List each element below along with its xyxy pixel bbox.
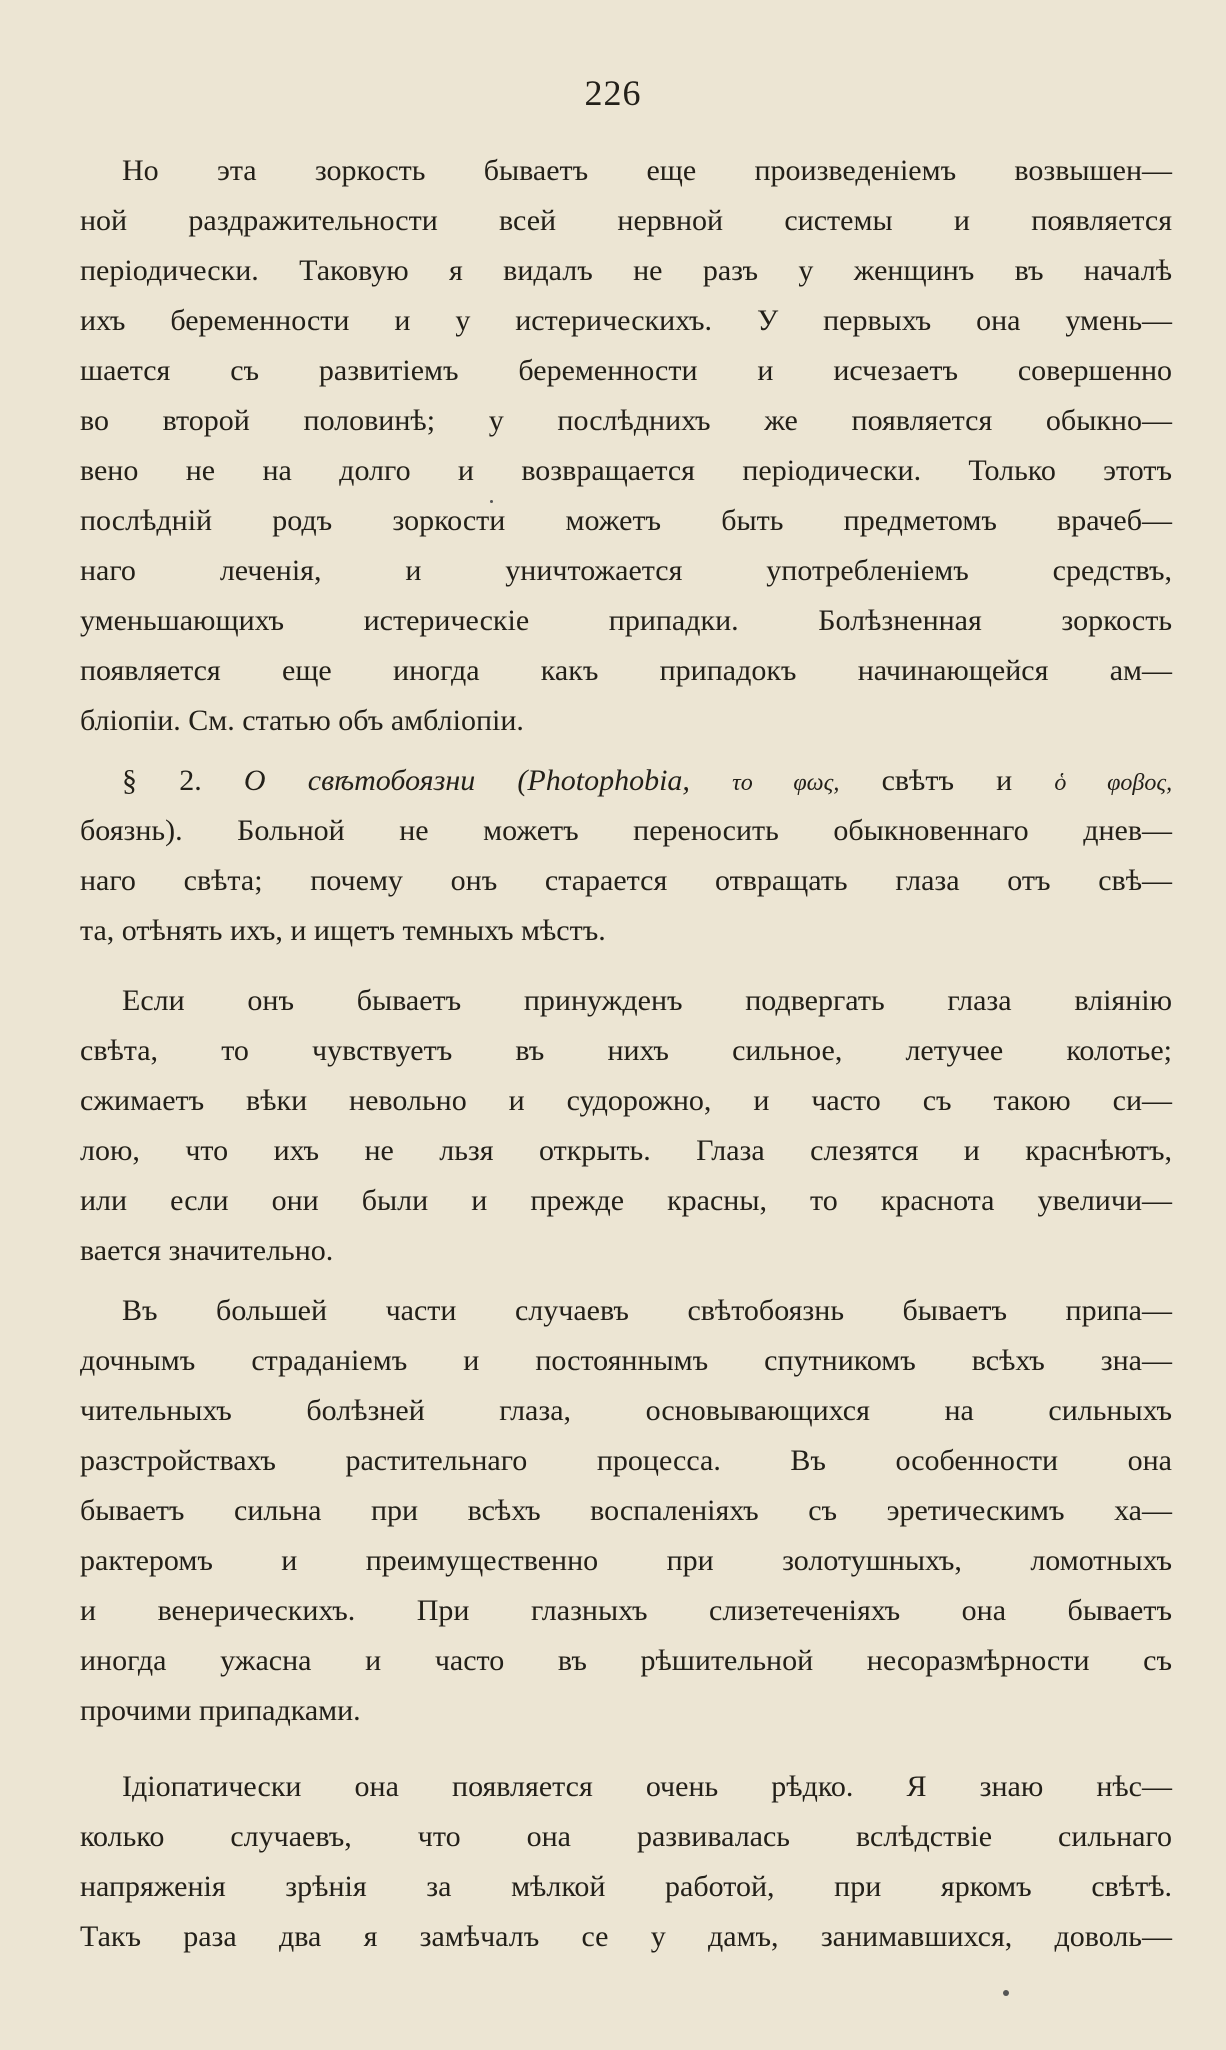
text-line [80,806,1172,856]
paragraph-5 [80,1762,1172,1962]
text-line: сжимаетъ вѣки невольно и судорожно, и часто съ такою си— [80,1084,1172,1117]
text-line: лою, что ихъ не льзя открыть. Глаза слезятся и краснѣютъ, [80,1134,1172,1167]
paragraph-3 [80,976,1172,1276]
text-line: Но эта зоркость бываетъ еще произведеніемъ возвышен— [122,154,1172,187]
text-line: наго свѣта; почему онъ старается отвращать глаза отъ свѣ— [80,864,1172,897]
text-line: Если онъ бываетъ принужденъ подвергать глаза вліянію [122,984,1172,1017]
heading-text: боязнь). [80,814,183,847]
text-line: бліопіи. См. статью объ амбліопіи. [80,704,524,737]
page-number: 226 [584,73,642,113]
latin-term: (Photophobia, [517,764,690,797]
text-line: Ідіопатически она появляется очень рѣдко. Я знаю нѣс— [122,1770,1172,1803]
text-line: чительныхъ болѣзней глаза, основывающихся на сильныхъ [80,1394,1172,1427]
section-title: О свѣтобоязни [243,764,476,797]
greek-term: το φως, [732,770,840,796]
text-line: вено не на долго и возвращается періодически. Только этотъ [80,454,1172,487]
text-line: во второй половинѣ; у послѣднихъ же появляется обыкно— [80,404,1172,437]
paragraph-2 [80,756,1172,956]
text-fragment: Больной не можетъ переносить обыкновеннаго днев— [237,814,1172,847]
text-line: появляется еще иногда какъ припадокъ начинающейся ам— [80,654,1172,687]
text-line: разстройствахъ растительнаго процесса. Въ особенности она [80,1444,1172,1477]
text-line: шается съ развитіемъ беременности и исчезаетъ совершенно [80,354,1172,387]
section-number: § 2. [122,764,202,797]
text-line: колько случаевъ, что она развивалась вслѣдствіе сильнаго [80,1820,1172,1853]
heading-text: свѣтъ и [881,764,1013,797]
text-line: наго леченія, и уничтожается употребленіемъ средствъ, [80,554,1172,587]
text-line: вается значительно. [80,1234,334,1267]
text-line: напряженія зрѣнія за мѣлкой работой, при яркомъ свѣтѣ. [80,1870,1172,1903]
text-line: дочнымъ страданіемъ и постояннымъ спутникомъ всѣхъ зна— [80,1344,1172,1377]
paragraph-1 [80,146,1172,746]
text-line: прочими припадками. [80,1694,361,1727]
text-line: уменьшающихъ истерическіе припадки. Болѣзненная зоркость [80,604,1172,637]
text-line: свѣта, то чувствуетъ въ нихъ сильное, летучее колотье; [80,1034,1172,1067]
text-line: или если они были и прежде красны, то краснота увеличи— [80,1184,1172,1217]
text-line: и венерическихъ. При глазныхъ слизетеченіяхъ она бываетъ [80,1594,1172,1627]
ink-speck [490,500,493,503]
text-line: періодически. Таковую я видалъ не разъ у женщинъ въ началѣ [80,254,1172,287]
text-line: та, отѣнять ихъ, и ищетъ темныхъ мѣстъ. [80,914,606,947]
text-line: рактеромъ и преимущественно при золотушныхъ, ломотныхъ [80,1544,1172,1577]
text-line: Въ большей части случаевъ свѣтобоязнь бываетъ припа— [122,1294,1172,1327]
text-line: ной раздражительности всей нервной системы и появляется [80,204,1172,237]
text-line: ихъ беременности и у истерическихъ. У первыхъ она умень— [80,304,1172,337]
greek-term: ὁ φοβος, [1054,770,1173,796]
text-line: бываетъ сильна при всѣхъ воспаленіяхъ съ эретическимъ ха— [80,1494,1172,1527]
text-line: послѣдній родъ зоркости можетъ быть предметомъ врачеб— [80,504,1172,537]
paragraph-4 [80,1286,1172,1736]
ink-speck [1003,1990,1009,1996]
text-line: иногда ужасна и часто въ рѣшительной несоразмѣрности съ [80,1644,1172,1677]
text-line: Такъ раза два я замѣчалъ се у дамъ, занимавшихся, доволь— [80,1920,1172,1953]
section-heading-line [80,756,1172,806]
